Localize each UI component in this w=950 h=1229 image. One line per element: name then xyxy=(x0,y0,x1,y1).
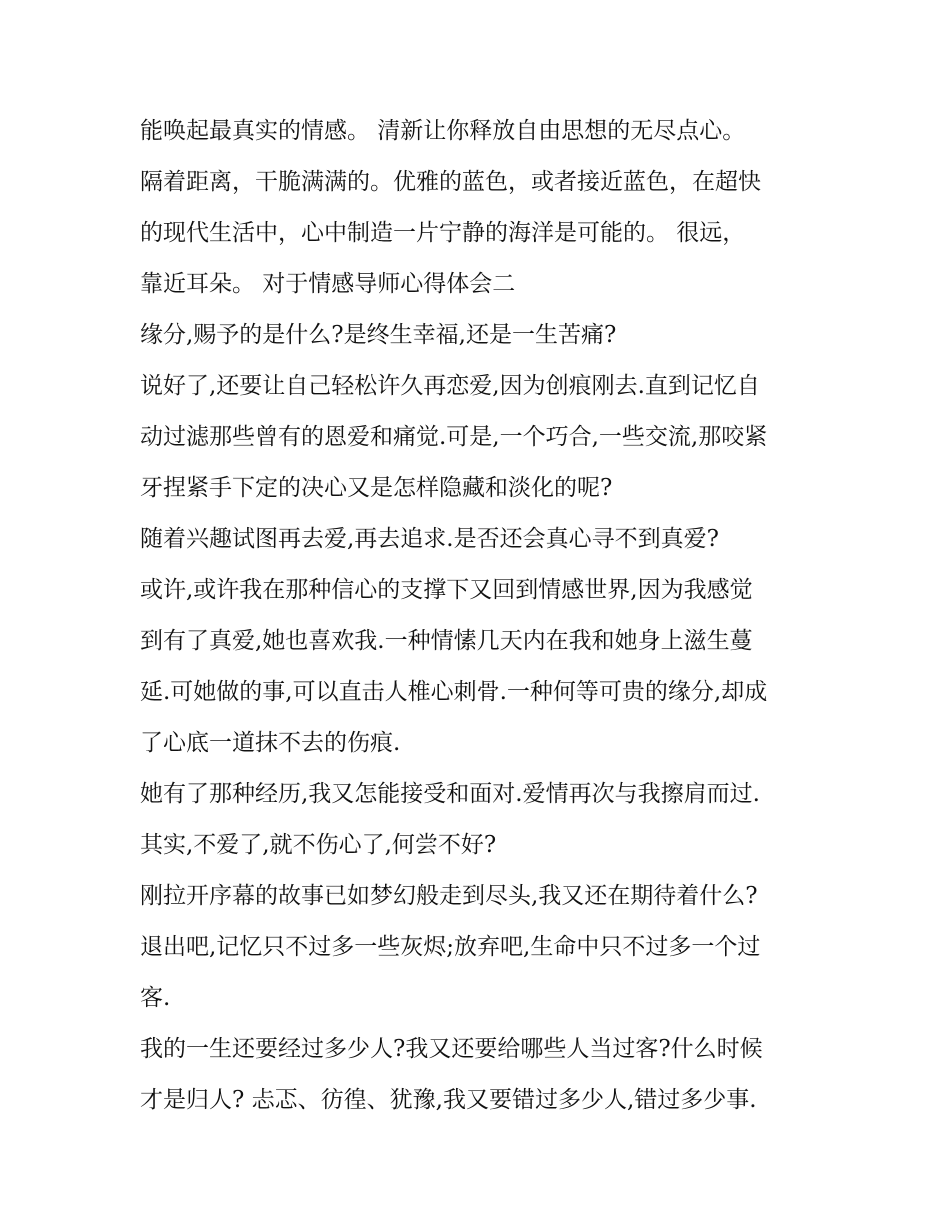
text-line: 退出吧,记忆只不过多一些灰烬;放弃吧,生命中只不过多一个过 xyxy=(140,934,761,960)
text-line: 了心底一道抹不去的伤痕. xyxy=(140,730,401,756)
text-line: 的现代生活中，心中制造一片宁静的海洋是可能的。 很远， xyxy=(140,220,746,246)
text-line: 刚拉开序幕的故事已如梦幻般走到尽头,我又还在期待着什么? xyxy=(140,883,758,909)
text-line: 才是归人? 忐忑、彷徨、犹豫,我又要错过多少人,错过多少事. xyxy=(140,1087,757,1113)
text-line: 缘分,赐予的是什么?是终生幸福,还是一生苦痛? xyxy=(140,322,617,348)
text-line: 她有了那种经历,我又怎能接受和面对.爱情再次与我擦肩而过. xyxy=(140,781,760,807)
text-line: 能唤起最真实的情感。 清新让你释放自由思想的无尽点心。 xyxy=(140,118,746,144)
text-line: 延.可她做的事,可以直击人椎心刺骨.一种何等可贵的缘分,却成 xyxy=(140,679,768,705)
text-line: 说好了,还要让自己轻松许久再恋爱,因为创痕刚去.直到记忆自 xyxy=(140,373,760,399)
text-line: 到有了真爱,她也喜欢我.一种情愫几天内在我和她身上滋生蔓 xyxy=(140,628,753,654)
text-line: 动过滤那些曾有的恩爱和痛觉.可是,一个巧合,一些交流,那咬紧 xyxy=(140,424,768,450)
text-line: 其实,不爱了,就不伤心了,何尝不好? xyxy=(140,832,497,858)
text-line: 靠近耳朵。 对于情感导师心得体会二 xyxy=(140,271,516,297)
text-line: 客. xyxy=(140,985,171,1011)
text-line: 随着兴趣试图再去爱,再去追求.是否还会真心寻不到真爱? xyxy=(140,526,719,552)
document-body xyxy=(140,106,820,1126)
text-line: 隔着距离，干脆满满的。优雅的蓝色，或者接近蓝色，在超快 xyxy=(140,169,761,195)
text-line: 牙捏紧手下定的决心又是怎样隐藏和淡化的呢? xyxy=(140,475,613,501)
text-line: 或许,或许我在那种信心的支撑下又回到情感世界,因为我感觉 xyxy=(140,577,753,603)
text-line: 我的一生还要经过多少人?我又还要给哪些人当过客?什么时候 xyxy=(140,1036,763,1062)
